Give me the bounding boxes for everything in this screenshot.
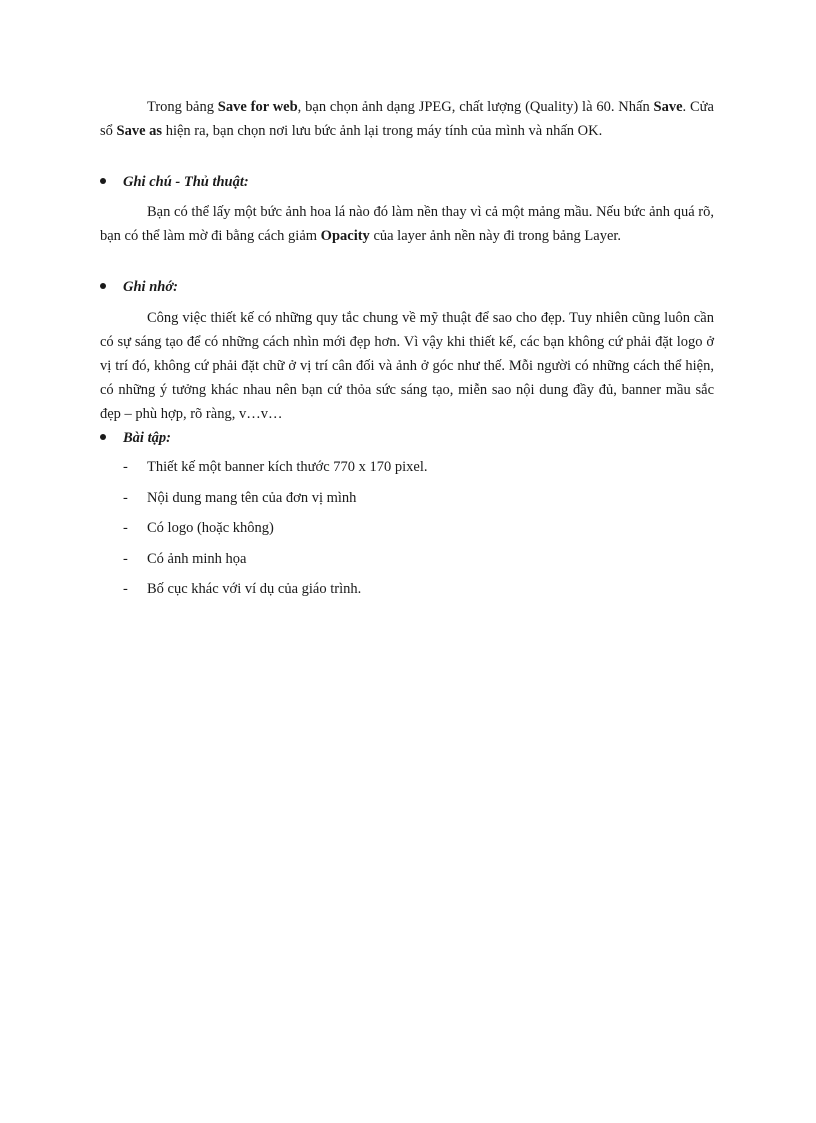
bullet-icon xyxy=(100,434,106,440)
tips-text-1: Bạn có thể lấy một bức ảnh hoa lá nào đó làm nền thay vì cả một mảng mầu. Nếu bức ảnh quá rõ, bạn có thể làm mờ đi bằng cách giảm xyxy=(100,204,714,244)
exercise-heading xyxy=(100,426,171,450)
exercise-heading-text: Bài tập: xyxy=(123,430,171,446)
intro-text-2: , bạn chọn ảnh dạng JPEG, chất lượng (Quality) là 60. Nhấn xyxy=(297,99,654,115)
tips-text-2: của layer ảnh nền này đi trong bảng Layer. xyxy=(369,228,622,244)
bullet-icon xyxy=(100,178,106,184)
dash-marker: - xyxy=(123,489,128,506)
list-item xyxy=(123,577,428,608)
list-item-text: Có logo (hoặc không) xyxy=(147,520,274,536)
dash-marker: - xyxy=(123,550,128,567)
list-item-text: Bố cục khác với ví dụ của giáo trình. xyxy=(147,581,362,597)
list-item xyxy=(123,486,428,517)
remember-heading-text: Ghi nhớ: xyxy=(123,279,178,295)
intro-text-4: hiện ra, bạn chọn nơi lưu bức ảnh lại trong máy tính của mình và nhấn OK. xyxy=(162,123,603,139)
dash-marker: - xyxy=(123,581,128,597)
save-for-web-term: Save for web xyxy=(217,99,298,115)
dash-marker: - xyxy=(123,459,128,475)
remember-text: Công việc thiết kế có những quy tắc chung về mỹ thuật để sao cho đẹp. Tuy nhiên cũng luôn cần có sự sáng tạo để có những cách nhìn mới đẹp hơn. Vì vậy khi thiết kế, các bạn không cứ phải đặt logo ở vị trí đó, không cứ phải đặt chữ ở vị trí cân đối và ảnh ở góc như thế. Mỗi người có những cách thể hiện, có những ý tưởng khác nhau nên bạn cứ thỏa sức sáng tạo, miễn sao nội dung đầy đủ, banner mầu sắc đẹp – phù hợp, rõ ràng, v…v… xyxy=(100,310,714,422)
tips-heading-text: Ghi chú - Thủ thuật: xyxy=(123,174,249,190)
remember-heading xyxy=(100,275,178,299)
tips-paragraph xyxy=(100,200,714,248)
remember-paragraph xyxy=(100,306,714,426)
intro-text-1: Trong bảng xyxy=(147,99,218,115)
list-item-text: Thiết kế một banner kích thước 770 x 170 pixel. xyxy=(147,459,428,475)
tips-heading xyxy=(100,170,249,194)
save-as-term: Save as xyxy=(116,123,163,139)
opacity-term: Opacity xyxy=(320,228,370,244)
intro-text-3: . Cửa sổ xyxy=(100,99,714,139)
exercise-list xyxy=(123,455,428,608)
list-item xyxy=(123,547,428,578)
list-item-text: Nội dung mang tên của đơn vị mình xyxy=(147,489,357,506)
dash-marker: - xyxy=(123,520,128,536)
list-item-text: Có ảnh minh họa xyxy=(147,550,247,567)
list-item xyxy=(123,455,428,486)
save-term: Save xyxy=(653,99,683,115)
list-item xyxy=(123,516,428,547)
intro-paragraph xyxy=(100,95,714,143)
bullet-icon xyxy=(100,283,106,289)
